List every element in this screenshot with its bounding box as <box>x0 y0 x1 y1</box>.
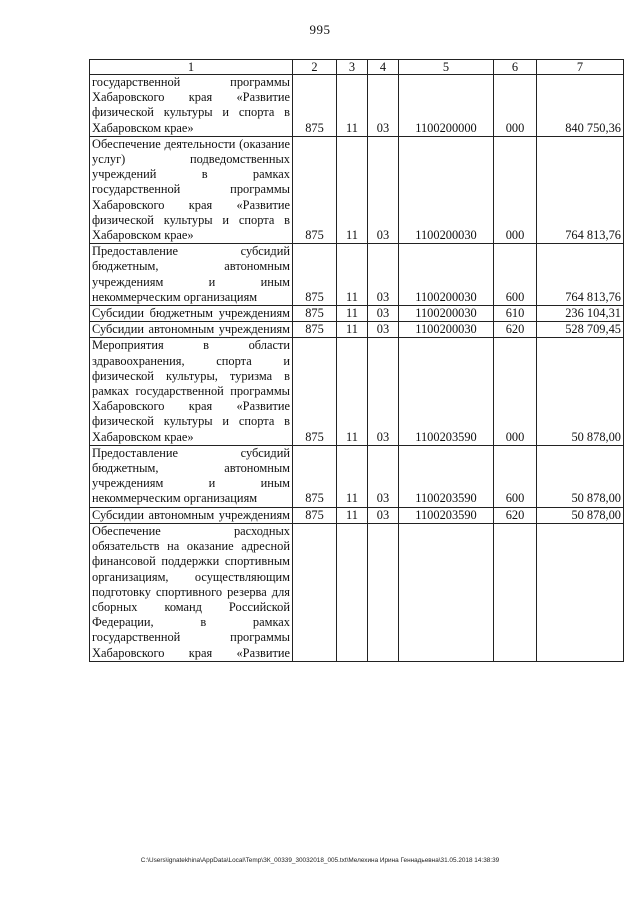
row-description: государственной программы Хабаровского края «Развитие физической культуры и спорта в Хабаровском крае» <box>90 75 293 137</box>
cell-target-article: 1100203590 <box>399 507 494 523</box>
cell-ministry-code: 875 <box>293 507 337 523</box>
cell-subsection: 03 <box>368 306 399 322</box>
table-row <box>90 244 624 306</box>
cell-section: 11 <box>337 75 368 137</box>
cell-expense-type: 600 <box>494 445 537 507</box>
table-row <box>90 136 624 243</box>
column-header: 2 <box>293 60 337 75</box>
cell-expense-type: 000 <box>494 136 537 243</box>
row-description: Обеспечение расходных обязательств на оказание адресной финансовой поддержки спортивным организациям, осуществляющим подготовку спортивного резерва для сборных команд Российской Федерации, в рамках государственной программы Хабаровского края «Развитие <box>90 523 293 661</box>
table-row <box>90 523 624 661</box>
cell-ministry-code: 875 <box>293 445 337 507</box>
cell-section: 11 <box>337 445 368 507</box>
cell-ministry-code <box>293 523 337 661</box>
table-row <box>90 338 624 445</box>
cell-target-article: 1100203590 <box>399 445 494 507</box>
table-row <box>90 75 624 137</box>
cell-section: 11 <box>337 338 368 445</box>
cell-ministry-code: 875 <box>293 136 337 243</box>
cell-section: 11 <box>337 136 368 243</box>
cell-target-article: 1100203590 <box>399 338 494 445</box>
table-row <box>90 507 624 523</box>
row-description: Мероприятия в области здравоохранения, спорта и физической культуры, туризма в рамках государственной программы Хабаровского края «Развитие физической культуры и спорта в Хабаровском крае» <box>90 338 293 445</box>
cell-section: 11 <box>337 507 368 523</box>
cell-amount: 528 709,45 <box>537 322 624 338</box>
row-description: Предоставление субсидий бюджетным, автономным учреждениям и иным некоммерческим организациям <box>90 244 293 306</box>
cell-section: 11 <box>337 244 368 306</box>
cell-ministry-code: 875 <box>293 306 337 322</box>
cell-ministry-code: 875 <box>293 75 337 137</box>
cell-subsection: 03 <box>368 338 399 445</box>
cell-subsection: 03 <box>368 322 399 338</box>
table-row <box>90 445 624 507</box>
page-number: 995 <box>309 22 331 37</box>
cell-subsection: 03 <box>368 244 399 306</box>
cell-ministry-code: 875 <box>293 244 337 306</box>
cell-target-article <box>399 523 494 661</box>
cell-target-article: 1100200030 <box>399 306 494 322</box>
table-header-row <box>90 60 624 75</box>
cell-expense-type: 600 <box>494 244 537 306</box>
column-header: 7 <box>537 60 624 75</box>
cell-subsection: 03 <box>368 136 399 243</box>
cell-subsection <box>368 523 399 661</box>
column-header: 1 <box>90 60 293 75</box>
row-description: Субсидии автономным учреждениям <box>90 507 293 523</box>
column-header: 5 <box>399 60 494 75</box>
cell-amount: 764 813,76 <box>537 244 624 306</box>
cell-subsection: 03 <box>368 507 399 523</box>
cell-target-article: 1100200030 <box>399 136 494 243</box>
column-header: 3 <box>337 60 368 75</box>
cell-expense-type <box>494 523 537 661</box>
cell-target-article: 1100200030 <box>399 322 494 338</box>
cell-target-article: 1100200030 <box>399 244 494 306</box>
cell-subsection: 03 <box>368 445 399 507</box>
cell-subsection: 03 <box>368 75 399 137</box>
cell-amount: 50 878,00 <box>537 445 624 507</box>
cell-expense-type: 610 <box>494 306 537 322</box>
row-description: Субсидии автономным учреждениям <box>90 322 293 338</box>
cell-amount: 50 878,00 <box>537 507 624 523</box>
cell-amount: 236 104,31 <box>537 306 624 322</box>
table-row <box>90 306 624 322</box>
cell-amount: 50 878,00 <box>537 338 624 445</box>
file-path-footer: C:\Users\ignatekhina\AppData\Local\Temp\ЗК_00339_30032018_005.txt\Мелехина Ирина Геннадьевна\31.05.2018 14:38:39 <box>140 857 500 864</box>
row-description: Обеспечение деятельности (оказание услуг) подведомственных учреждений в рамках государственной программы Хабаровского края «Развитие физической культуры и спорта в Хабаровском крае» <box>90 136 293 243</box>
table-row <box>90 322 624 338</box>
cell-amount: 840 750,36 <box>537 75 624 137</box>
column-header: 4 <box>368 60 399 75</box>
row-description: Субсидии бюджетным учреждениям <box>90 306 293 322</box>
row-description: Предоставление субсидий бюджетным, автономным учреждениям и иным некоммерческим организациям <box>90 445 293 507</box>
cell-expense-type: 000 <box>494 338 537 445</box>
cell-section: 11 <box>337 322 368 338</box>
cell-section: 11 <box>337 306 368 322</box>
cell-ministry-code: 875 <box>293 322 337 338</box>
column-header: 6 <box>494 60 537 75</box>
cell-amount <box>537 523 624 661</box>
cell-expense-type: 620 <box>494 322 537 338</box>
cell-section <box>337 523 368 661</box>
cell-ministry-code: 875 <box>293 338 337 445</box>
cell-expense-type: 000 <box>494 75 537 137</box>
cell-expense-type: 620 <box>494 507 537 523</box>
cell-amount: 764 813,76 <box>537 136 624 243</box>
cell-target-article: 1100200000 <box>399 75 494 137</box>
budget-table <box>89 59 624 662</box>
